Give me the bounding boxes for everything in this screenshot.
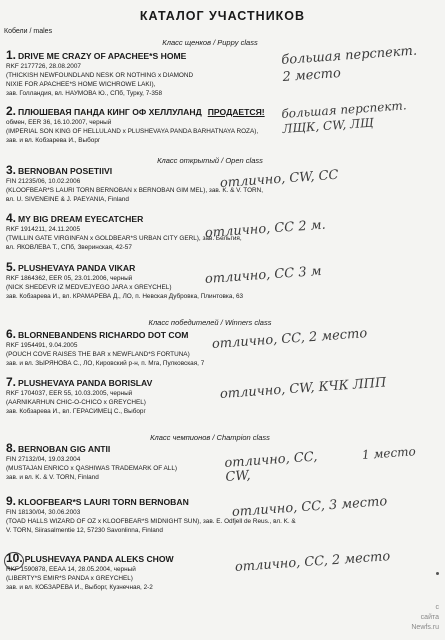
entry-number: 1. [6,48,17,62]
entry-number: 5. [6,260,17,274]
dog-name: MY BIG DREAM EYECATCHER [18,214,144,224]
entry-line: обмен, EER 36, 16.10.2007, черный [6,119,112,126]
class-header-winners: Класс победителей / Winners class [148,318,272,327]
handwritten-note: отлично, CC, 3 место [231,494,388,520]
entry-line: (MUSTAJAN ENRICO x QASHIWAS TRADEMARK OF ALL) [6,465,178,473]
entry-number: 2. [6,104,17,118]
handwritten-note: отлично, CC 3 м [204,263,323,287]
handwritten-note: отлично, CW, КЧК ЛПП [219,375,387,402]
handwritten-note: отлично, CW, CC [219,167,339,191]
entry-line: (LIBERTY*S EMIR*S PANDA x GREYCHEL) [6,575,133,583]
entry-line: зав. и вл. КОБЗАРЕВА И., Выборг, Кузнечная, 2-2 [6,584,153,592]
entry-line: NIXIE FOR APACHEE*S HOME WICHROWE LAKI), [6,81,156,89]
dog-name: BLORNEBANDENS RICHARDO DOT COM [18,330,189,340]
entry-line: RKF 2177726, 28.08.2007 [6,63,81,70]
entry-line: зав. и вл. Кобзарева И., Выборг [6,137,101,145]
entry-line: RKF 1954491, 9.04.2005 [6,342,78,349]
entry-line: FIN 27132/04, 19.03.2004 [6,456,81,463]
dog-name: PLUSHEVAYA PANDA ALEKS CHOW [24,554,174,564]
entry-line: FIN 21235/06, 10.02.2006 [6,178,81,185]
entry-line: V. TORN, Siirasalmentie 12, 57230 Savonlinna, Finland [6,527,163,535]
catalog-title: КАТАЛОГ УЧАСТНИКОВ [139,9,306,23]
handwritten-note: 1 место [361,444,417,462]
entry-line: (NICK SHEDEVR IZ MEDVEJYEGO JARA x GREYCHEL) [6,284,172,292]
entry-line: (IMPERIAL SON KING OF HELLULAND x PLUSHEVAYA PANDA BARHATNAYA ROZA), [6,128,259,136]
entry-2 [6,106,278,145]
entry-1 [6,50,278,98]
entry-line: FIN 18130/04, 30.06.2003 [6,509,81,516]
dog-name: PLUSHEVAYA PANDA VIKAR [18,263,136,273]
entry-number: 7. [6,375,17,389]
class-header-puppy: Класс щенков / Puppy class [162,38,258,47]
dog-name: ПЛЮШЕВАЯ ПАНДА КИНГ ОФ ХЕЛЛУЛАНД [18,107,202,117]
class-header-champion: Класс чемпионов / Champion class [150,433,270,442]
watermark-line: сайта [420,614,439,621]
handwritten-note: отлично, CC 2 м. [204,217,327,241]
dog-name: DRIVE ME CRAZY OF APACHEE*S HOME [18,51,187,61]
entry-line: RKF 1914211, 24.11.2005 [6,226,81,233]
entry-number: 6. [6,327,17,341]
entry-number: 8. [6,441,17,455]
entry-number: 10. [6,551,23,565]
entry-line: зав. и вл. ЗЫРЯНОВА С., ЛО, Кировский р-н, п. Мга, Пулковская, 7 [6,360,205,368]
entry-number: 9. [6,494,17,508]
entry-line: (KLOOFBEAR*S LAURI TORN BERNOBAN x BERNOBAN GIM MEL), зав. K. & V. TORN, [6,187,264,195]
entry-line: RKF 1704037, EER 55, 10.03.2005, черный [6,390,133,397]
entry-number: 3. [6,163,17,177]
dog-name: BERNOBAN POSETIIVI [18,166,113,176]
handwritten-note: отлично, CC, 2 место [234,549,391,575]
entry-line: (AARNIKARHUN CHIC-O-CHICO x GREYCHEL) [6,399,146,407]
entry-line: зав. Голландия, вл. НАУМОВА Ю., СПб, Турку, 7-358 [6,90,163,98]
entry-line: RKF 1590878, EEAA 14, 28.05.2004, черный [6,566,136,573]
entry-line: (THICKISH NEWFOUNDLAND NESK OR NOTHING x DIAMOND [6,72,194,80]
entry-line: (TWILLIN GATE VIRGINFAN x GOLDBEAR*S URBAN CITY GERL), зав. Бельгия, [6,235,242,243]
entry-line: вл. ЯКОВЛЕВА Т., СПб, Зверинская, 42-57 [6,244,132,252]
entry-line: зав. Кобзарева И., вл. КРАМАРЕВА Д., ЛО, п. Невская Дубровка, Плинтовка, 63 [6,293,244,301]
entry-line: (POUCH COVE RAISES THE BAR x NEWFLAND*S FORTUNA) [6,351,190,359]
entry-number: 4. [6,211,17,225]
handwritten-note: отлично, CC, 2 место [211,326,368,352]
dog-name: KLOOFBEAR*S LAURI TORN BERNOBAN [18,497,189,507]
class-header-open: Класс открытый / Open class [157,156,263,165]
for-sale-label: ПРОДАЕТСЯ! [207,107,265,117]
entry-line: зав. и вл. K. & V. TORN, Finland [6,474,99,482]
scan-speck [436,572,439,575]
entry-line: RKF 1864362, EER 05, 23.01.2006, черный [6,275,133,282]
handwritten-note: отлично, CC, CW, [223,449,318,485]
dog-name: BERNOBAN GIG ANTII [18,444,111,454]
watermark-site: Newfs.ru [411,624,439,631]
entry-line: (TOAD HALLS WIZARD OF OZ x KLOOFBEAR*S MIDNIGHT SUN), зав. E. Odfjell de Reus., вл. K. & [6,518,296,526]
gender-label: Кобели / males [4,28,53,35]
watermark-line: с [435,604,439,611]
dog-name: PLUSHEVAYA PANDA BORISLAV [18,378,153,388]
entry-line: зав. Кобзарева И., вл. ГЕРАСИМЕЦ С., Выборг [6,408,146,416]
entry-line: вл. U. SIVENEINE & J. PAEYANIA, Finland [6,196,129,204]
handwritten-note: большая перспект. ЛЩК, CW, ЛЩ [280,98,408,136]
handwritten-note: большая перспект. 2 место [280,43,418,85]
